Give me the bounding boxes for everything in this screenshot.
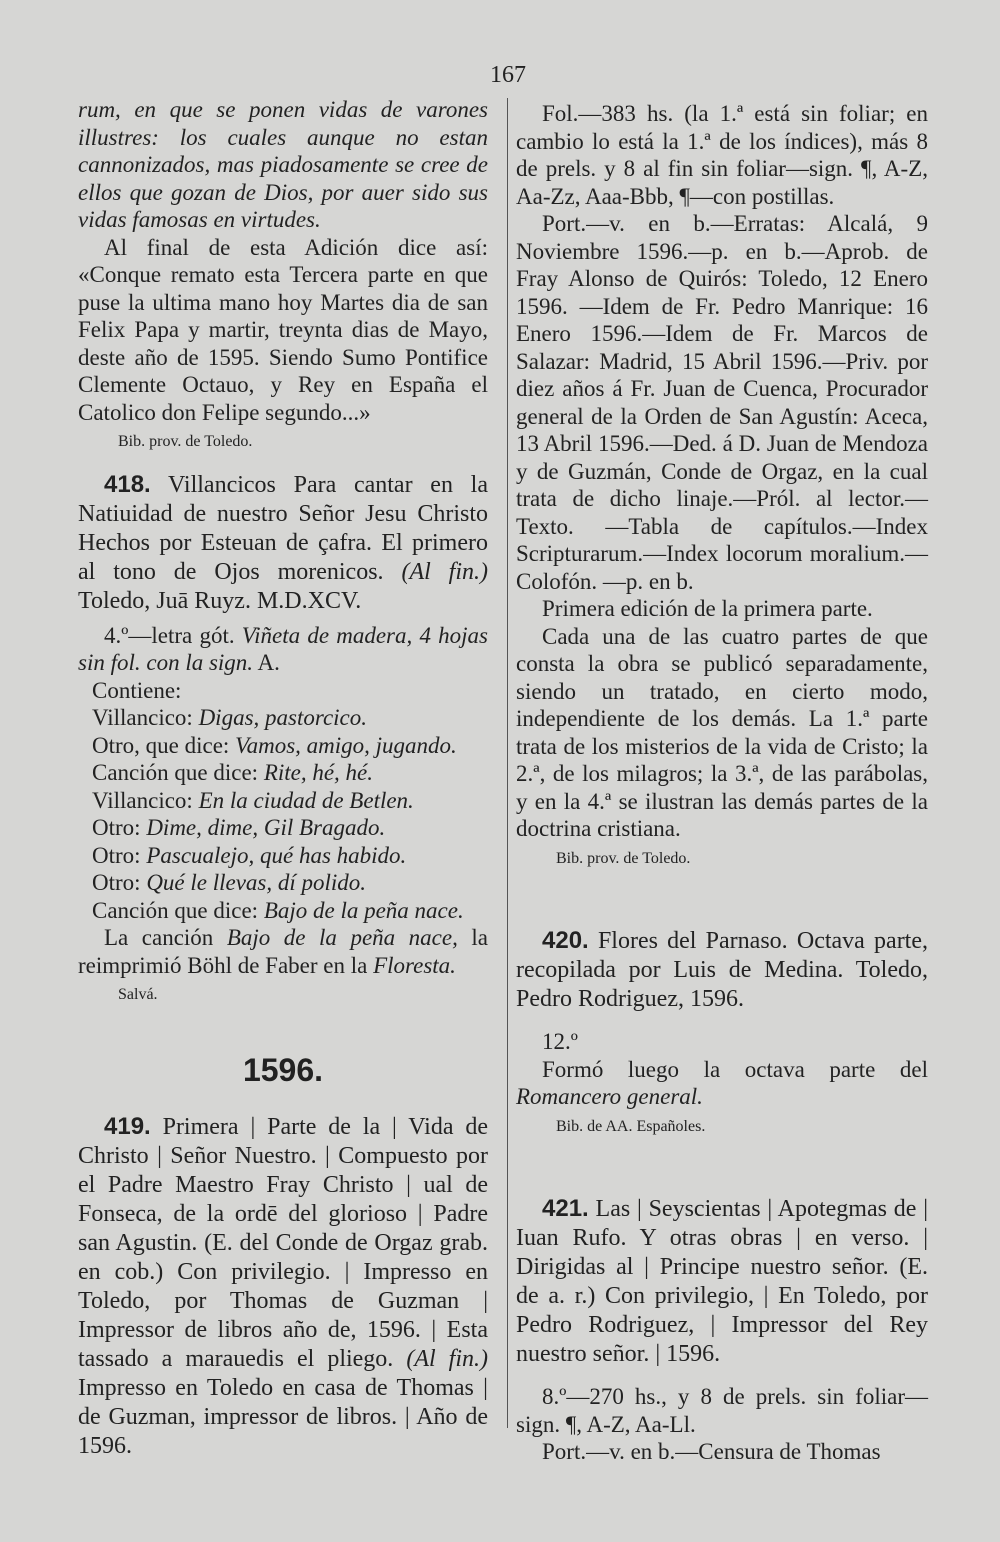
- item-title: Dime, dime, Gil Bragado.: [146, 815, 386, 840]
- source-note: Bib. de AA. Españoles.: [556, 1117, 706, 1135]
- item-title: Vamos, amigo, jugando.: [235, 732, 457, 758]
- entry-title: Villancicos Para cantar en la Natiuidad de nuestro Señor Jesu Christo Hechos por Esteuan de çafra. El primero al tono de Ojos morenicos.: [78, 471, 488, 585]
- contents-item: [92, 704, 488, 732]
- entry-418-note: [78, 924, 488, 979]
- item-title: Pascualejo, qué has habido.: [146, 842, 407, 868]
- continued-entry-italic: rum, en que se ponen vidas de varones illustres: los cuales aunque no estan cannonizados, mas piadosamente se cree de ellos que gozan de Dios, por auer sido sus vidas famosas en virtudes.: [78, 97, 488, 232]
- continued-contents: Port.—v. en b.—Erratas: Alcalá, 9 Noviembre 1596.—p. en b.—Aprob. de Fray Alonso de Quirós: Toledo, 12 Enero 1596. —Idem de Fr. Pedro Manrique: 16 Enero 1596.—Idem de Fr. Marcos de Salazar: Madrid, 15 Abril 1596.—Priv. por diez años á Fr. Juan de Cuenca, Procurador general de la Orden de San Agustín: Aceca, 13 Abril 1596.—Ded. á D. Juan de Mendoza y de Guzmán, Conde de Orgaz, en la cual trata de dicho linaje.—Pról. al lector.—Texto. —Tabla de capítulos.—Index Scripturarum.—Index locorum moralium.—Colofón. —p. en b.: [516, 211, 928, 594]
- note-text: Formó luego la octava parte del: [542, 1056, 928, 1082]
- item-label: Villancico:: [92, 705, 199, 730]
- entry-419: [78, 1112, 488, 1461]
- contents-item: [92, 814, 488, 842]
- contents-list: [78, 704, 488, 924]
- colophon-label: (Al fin.): [401, 558, 488, 585]
- entry-number: 420.: [542, 927, 589, 954]
- source-note: Salvá.: [118, 986, 158, 1003]
- continued-collation: Fol.—383 hs. (la 1.ª está sin foliar; en cambio lo está la 1.ª de los índices), más 8 de prels. y 8 al fin sin foliar—sign. ¶, A-Z, Aa-Zz, Aaa-Bbb, ¶—con postillas.: [516, 101, 928, 209]
- column-divider: [507, 98, 508, 1428]
- contiene-label: Contiene:: [92, 677, 182, 703]
- colophon-label: (Al fin.): [406, 1346, 488, 1372]
- entry-format: [78, 622, 488, 677]
- item-title: En la ciudad de Betlen.: [198, 787, 414, 813]
- contents-item: [92, 842, 488, 870]
- item-title: Digas, pastorcico.: [198, 705, 368, 730]
- note-text: La canción: [104, 925, 227, 950]
- entry-format: 8.º—270 hs., y 8 de prels. sin foliar—sign. ¶, A-Z, Aa-Ll.: [516, 1384, 928, 1437]
- entry-title: Flores del Parnaso. Octava parte, recopilada por Luis de Medina. Toledo, Pedro Rodriguez, 1596.: [516, 928, 929, 1012]
- contents-item: [92, 787, 488, 815]
- note-italic: Romancero general.: [516, 1084, 703, 1109]
- entry-418: [78, 470, 488, 616]
- entry-port: Port.—v. en b.—Censura de Thomas: [542, 1439, 881, 1464]
- year-heading: 1596.: [242, 1051, 324, 1088]
- item-label: Otro, que dice:: [92, 732, 236, 758]
- item-label: Otro:: [92, 842, 147, 868]
- colophon-text: Impresso en Toledo en casa de Thomas | de Guzman, impressor de libros. | Año de 1596.: [78, 1375, 488, 1459]
- source-note: Bib. prov. de Toledo.: [118, 433, 253, 450]
- source-note: Bib. prov. de Toledo.: [556, 849, 691, 867]
- entry-420-note: [516, 1056, 928, 1111]
- description-note: Cada una de las cuatro partes de que consta la obra se publicó separadamente, siendo un tratado, en cierto modo, independiente de los demás. La 1.ª parte trata de los misterios de la vida de Cristo; la 2.ª, de los milagros; la 3.ª, de las parábolas, y en la 4.ª se ilustran las demás partes de la doctrina cristiana.: [516, 623, 928, 841]
- entry-number: 421.: [542, 1195, 589, 1222]
- item-label: Otro:: [92, 870, 147, 895]
- item-label: Canción que dice:: [92, 760, 264, 785]
- item-label: Otro:: [92, 815, 147, 840]
- contents-item: [92, 869, 488, 897]
- format-italic: Viñeta de madera, 4 hojas sin fol. con la sign.: [78, 622, 488, 675]
- note-text: la reimprimió Böhl de Faber en la: [78, 925, 488, 978]
- item-label: Canción que dice:: [92, 897, 264, 923]
- entry-title: Primera | Parte de la | Vida de Christo | Señor Nuestro. | Compuesto por el Padre Maestro Fray Christo | ual de Fonseca, de la ordē del glorioso | Padre san Agustin. (E. del Conde de Orgaz grab. en cob.) Con privilegio. | Impresso en Toledo, por Thomas de Guzman | Impressor de libros año de, 1596. | Esta tassado a marauedis el pliego.: [78, 1114, 489, 1372]
- edition-note: Primera edición de la primera parte.: [542, 596, 873, 621]
- entry-420: [516, 926, 928, 1014]
- contents-item: [92, 897, 488, 925]
- page-number: 167: [490, 62, 526, 88]
- entry-imprint: Toledo, Juā Ruyz. M.D.XCV.: [78, 587, 362, 614]
- item-label: Villancico:: [92, 787, 199, 813]
- continued-entry-quote: Al final de esta Adición dice así: «Conque remato esta Tercera parte en que puse la ultima mano hoy Martes dia de san Felix Papa y martir, treynta dias de Mayo, deste año de 1595. Siendo Sumo Pontifice Clemente Octauo, y Rey en España el Catolico don Felipe segundo...»: [78, 234, 488, 425]
- item-title: Bajo de la peña nace.: [263, 897, 464, 923]
- item-title: Rite, hé, hé.: [263, 760, 374, 785]
- left-column: [78, 96, 488, 1461]
- contents-item: [92, 759, 488, 787]
- right-column: [516, 100, 928, 1466]
- entry-421: [516, 1194, 928, 1369]
- entry-number: 419.: [104, 1113, 151, 1140]
- note-italic: Floresta.: [373, 952, 456, 978]
- entry-number: 418.: [104, 470, 151, 498]
- entry-format: 12.º: [542, 1029, 578, 1054]
- format-text: 4.º—letra gót.: [104, 622, 235, 648]
- item-title: Qué le llevas, dí polido.: [146, 870, 367, 895]
- format-end: A.: [257, 650, 280, 675]
- entry-title: Las | Seyscientas | Apotegmas de | Iuan Rufo. Y otras obras | en verso. | Dirigidas al | Principe nuestro señor. (E. de a. r.) Con privilegio, | En Toledo, por Pedro Rodriguez, | Impressor del Rey nuestro señor. | 1596.: [516, 1196, 929, 1367]
- contents-item: [92, 732, 488, 760]
- note-italic: Bajo de la peña nace,: [226, 925, 458, 950]
